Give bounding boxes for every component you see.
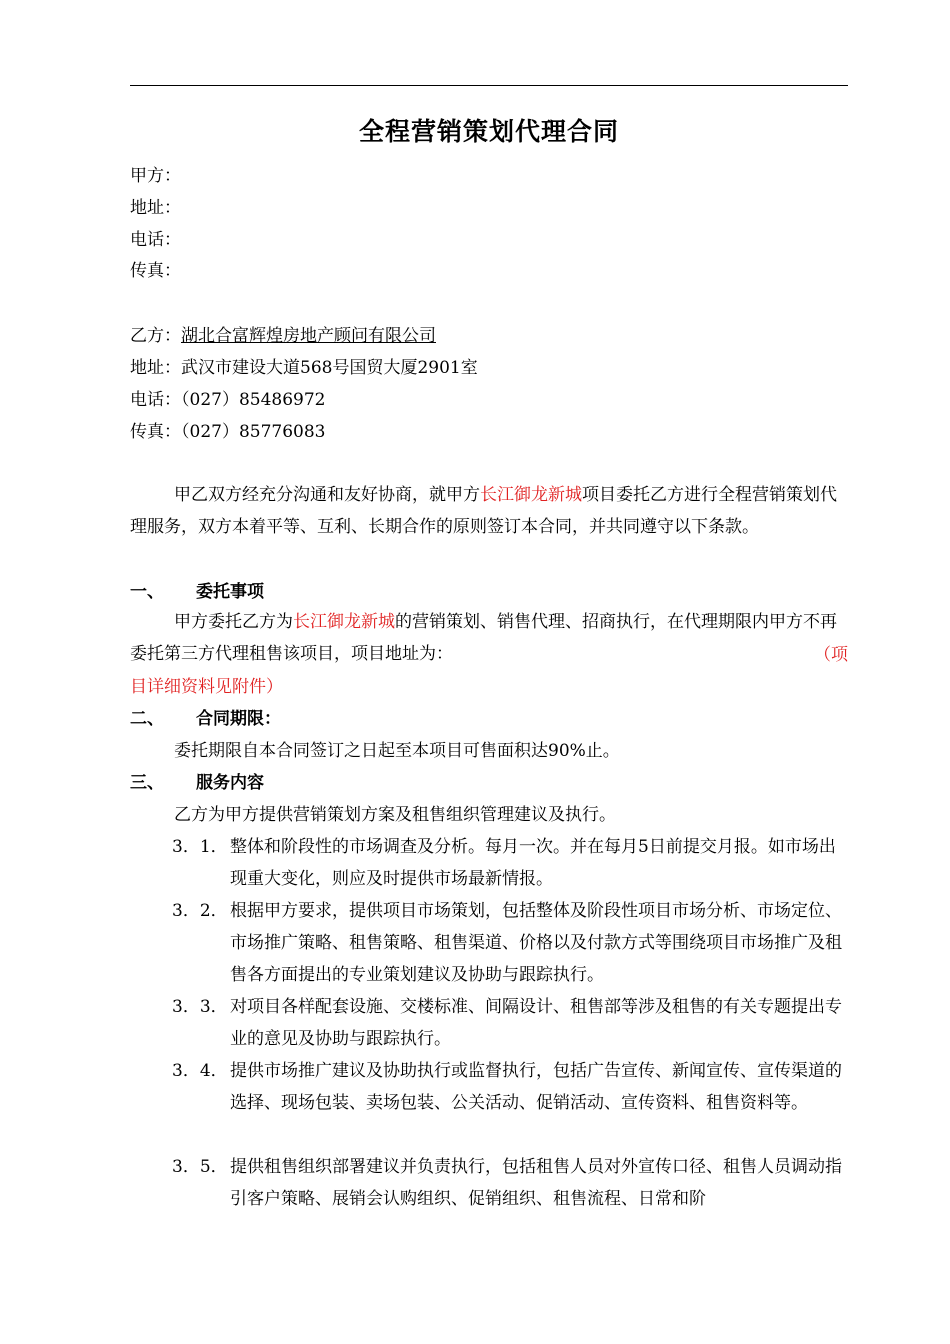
- party-b-name-line: [130, 325, 436, 347]
- section3-number: 三、: [130, 773, 164, 793]
- item-number: 3．2．: [172, 901, 228, 921]
- party-b-phone-value: （027）85486972: [181, 390, 326, 410]
- section1-note-start: （项: [814, 645, 848, 665]
- section1-paragraph: [130, 606, 848, 670]
- item-number: 3．5．: [172, 1157, 228, 1177]
- section1-note-end: 目详细资料见附件）: [130, 677, 283, 697]
- section1-text-part1: 甲方委托乙方为: [174, 612, 293, 632]
- intro-paragraph: [130, 479, 848, 543]
- item-text: 根据甲方要求，提供项目市场策划，包括整体及阶段性项目市场分析、市场定位、市场推广策略、租售策略、租售渠道、价格以及付款方式等围绕项目市场推广及租售各方面提出的专业策划建议及协助与跟踪执行。: [230, 901, 842, 985]
- list-item: [172, 895, 848, 991]
- section2-text: 委托期限自本合同签订之日起至本项目可售面积达90%止。: [174, 741, 620, 761]
- section1-title: 委托事项: [196, 582, 264, 602]
- section3-heading: [130, 772, 264, 794]
- party-b-fax-value: （027）85776083: [181, 422, 326, 442]
- party-a-address-label: 地址：: [130, 198, 181, 218]
- party-b-address-value: 武汉市建设大道568号国贸大厦2901室: [181, 358, 478, 378]
- item-text: 对项目各样配套设施、交楼标准、间隔设计、租售部等涉及租售的有关专题提出专业的意见及协助与跟踪执行。: [230, 997, 842, 1049]
- party-a-phone-label: 电话：: [130, 230, 181, 250]
- document-title: 全程营销策划代理合同: [358, 117, 619, 146]
- list-item: [172, 1151, 848, 1215]
- section1-number: 一、: [130, 582, 164, 602]
- item-text: 提供租售组织部署建议并负责执行，包括租售人员对外宣传口径、租售人员调动指引客户策略、展销会认购组织、促销组织、租售流程、日常和阶: [230, 1157, 842, 1209]
- intro-project-name: 长江御龙新城: [480, 485, 582, 505]
- party-a-name-label: 甲方：: [130, 166, 181, 186]
- item-number: 3．1．: [172, 837, 228, 857]
- party-b-address-line: [130, 357, 478, 379]
- item-number: 3．3．: [172, 997, 228, 1017]
- section3-intro: 乙方为甲方提供营销策划方案及租售组织管理建议及执行。: [174, 805, 616, 825]
- section2-number: 二、: [130, 709, 164, 729]
- header-rule: [130, 85, 848, 86]
- section2-title: 合同期限：: [196, 709, 281, 729]
- party-b-phone-label: 电话：: [130, 390, 181, 410]
- party-b-fax-line: [130, 421, 325, 443]
- item-number: 3．4．: [172, 1061, 228, 1081]
- list-item: [172, 831, 848, 895]
- party-b-fax-label: 传真：: [130, 422, 181, 442]
- list-item: [172, 991, 848, 1055]
- party-b-phone-line: [130, 389, 325, 411]
- section2-heading: [130, 708, 281, 730]
- section1-project-name: 长江御龙新城: [293, 612, 395, 632]
- item-text: 整体和阶段性的市场调查及分析。每月一次。并在每月5日前提交月报。如市场出现重大变化，则应及时提供市场最新情报。: [230, 837, 836, 889]
- section3-title: 服务内容: [196, 773, 264, 793]
- party-b-address-label: 地址：: [130, 358, 181, 378]
- intro-part2: 项目委托乙方进行全程营销策划代理服务，双方本着平等、互利、长期合作的原则签订本合同，并共同遵守以下条款。: [130, 485, 837, 537]
- section1-text-part2: 的营销策划、销售代理、招商执行，在代理期限内甲方不再委托第三方代理租售该项目，项目地址为：: [130, 612, 837, 664]
- intro-part1: 甲乙双方经充分沟通和友好协商，就甲方: [174, 485, 480, 505]
- section1-heading: [130, 581, 264, 603]
- party-a-fax-label: 传真：: [130, 261, 181, 281]
- party-b-name-value: 湖北合富辉煌房地产顾问有限公司: [181, 326, 436, 346]
- party-b-name-label: 乙方：: [130, 326, 181, 346]
- item-text: 提供市场推广建议及协助执行或监督执行，包括广告宣传、新闻宣传、宣传渠道的选择、现场包装、卖场包装、公关活动、促销活动、宣传资料、租售资料等。: [230, 1061, 842, 1113]
- list-item: [172, 1055, 848, 1119]
